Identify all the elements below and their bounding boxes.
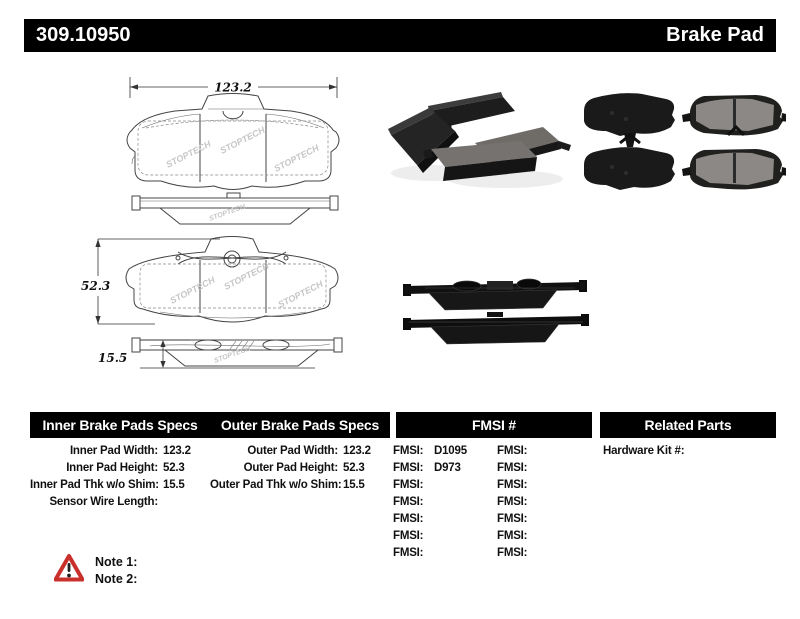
fmsi-row: FMSI:: [497, 445, 528, 457]
related-parts-header-bar: Related Parts: [600, 412, 776, 438]
technical-drawing: [80, 68, 370, 388]
pad-edge-view-top: [132, 193, 338, 224]
fmsi-row: FMSI: D1095: [393, 445, 467, 457]
pad-back-top: [584, 93, 675, 147]
svg-text:STOPTECH: STOPTECH: [276, 278, 325, 310]
spec-row: Inner Pad Thk w/o Shim: 15.5: [30, 479, 185, 491]
pad-edge-view-bottom: [98, 338, 342, 368]
fmsi-row: FMSI:: [393, 496, 424, 508]
width-dim-label: 123.2: [214, 80, 252, 95]
outer-specs-header: Outer Brake Pads Specs: [220, 417, 380, 433]
warning-icon: [54, 553, 84, 583]
header-bar: [24, 19, 776, 52]
part-number: 309.10950: [36, 24, 131, 46]
inner-specs-column: [30, 443, 191, 511]
height-dim-label: 52.3: [81, 279, 111, 293]
fmsi-row: FMSI:: [393, 547, 424, 559]
svg-text:STOPTECH: STOPTECH: [213, 345, 252, 365]
fmsi-column-1: [393, 443, 467, 562]
spec-row: Inner Pad Width: 123.2: [69, 445, 191, 457]
inner-specs-header: Inner Brake Pads Specs: [42, 417, 198, 433]
fmsi-row: FMSI:: [393, 530, 424, 542]
fmsi-column-2: [497, 443, 538, 562]
fmsi-row: FMSI:: [393, 513, 424, 525]
pad-friction-top: [682, 95, 786, 135]
fmsi-row: FMSI:: [497, 547, 528, 559]
svg-text:STOPTECH: STOPTECH: [168, 274, 217, 306]
fmsi-row: FMSI: D973: [393, 462, 461, 474]
pad-front-view: [127, 94, 339, 190]
width-dimension: [130, 77, 337, 98]
fmsi-row: FMSI:: [497, 513, 528, 525]
photo-pad-set: [578, 85, 786, 195]
related-parts-column: [603, 443, 692, 460]
spec-row: Outer Pad Width: 123.2: [247, 445, 371, 457]
spec-row: Inner Pad Height: 52.3: [66, 462, 185, 474]
spec-row: Outer Pad Thk w/o Shim: 15.5: [210, 479, 365, 491]
fmsi-row: FMSI:: [497, 496, 528, 508]
page-title: Brake Pad: [666, 24, 764, 46]
svg-text:STOPTECH: STOPTECH: [218, 124, 267, 156]
edge-pad-bottom: [403, 312, 589, 344]
outer-specs-column: [210, 443, 371, 494]
note-2: Note 2:: [95, 572, 138, 586]
svg-text:STOPTECH: STOPTECH: [208, 203, 247, 223]
fmsi-header-bar: FMSI #: [396, 412, 592, 438]
note-1: Note 1:: [95, 555, 138, 569]
spec-row: Sensor Wire Length:: [49, 496, 158, 508]
fmsi-row: FMSI:: [497, 530, 528, 542]
photo-pads-edge: [395, 252, 595, 348]
fmsi-row: FMSI:: [393, 479, 424, 491]
pad-friction-bottom: [682, 149, 786, 189]
pad-front-view-spring: [126, 237, 338, 323]
spec-row: Outer Pad Height: 52.3: [243, 462, 365, 474]
thickness-dim-label: 15.5: [98, 351, 128, 365]
photo-pads-angled: [385, 85, 580, 195]
svg-text:STOPTECH: STOPTECH: [164, 138, 213, 170]
related-row: Hardware Kit #:: [603, 445, 685, 457]
specs-header-bar: [30, 412, 390, 438]
svg-text:STOPTECH: STOPTECH: [222, 260, 271, 292]
edge-pad-top: [403, 279, 587, 310]
fmsi-row: FMSI:: [497, 479, 528, 491]
fmsi-row: FMSI:: [497, 462, 528, 474]
svg-text:STOPTECH: STOPTECH: [272, 142, 321, 174]
